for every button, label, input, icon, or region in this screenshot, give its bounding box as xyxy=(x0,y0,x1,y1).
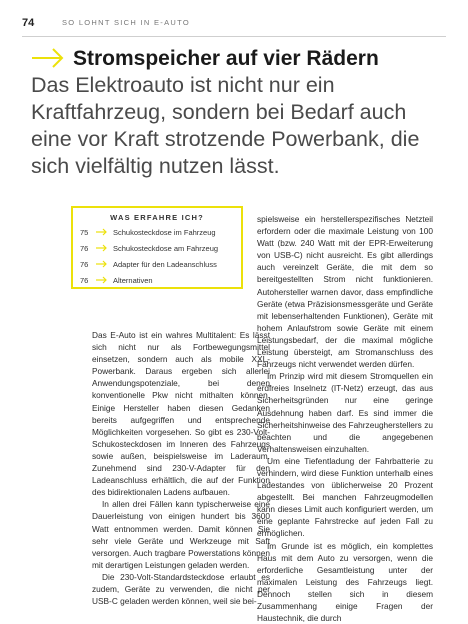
toc-page-number: 75 xyxy=(80,227,89,237)
arrow-right-icon xyxy=(96,276,108,284)
page-number: 74 xyxy=(22,17,35,29)
toc-label: Schukosteckdose am Fahrzeug xyxy=(113,243,219,253)
paragraph: Um eine Tiefentladung der Fahrbatterie zu verhindern, wird diese Funktion unterhalb eines Ladestandes von üblicherweise 20 Prozent abgestellt. Bei manchen Fahrzeugmodellen kann dieses Limit auch konfiguriert werden, um eine geplante Fahrstrecke auf jeden Fall zu ermöglichen. xyxy=(257,455,433,539)
toc-page-number: 76 xyxy=(80,243,89,253)
toc-page-number: 76 xyxy=(80,275,89,285)
toc-item xyxy=(80,272,240,288)
body-column-right xyxy=(257,213,433,624)
arrow-right-icon xyxy=(31,48,65,68)
toc-list xyxy=(80,224,240,288)
body-column-left xyxy=(92,329,270,607)
toc-item xyxy=(80,224,240,240)
toc-item xyxy=(80,256,240,272)
toc-page-number: 76 xyxy=(80,259,89,269)
info-box-title: WAS ERFAHRE ICH? xyxy=(110,213,204,222)
paragraph: In allen drei Fällen kann typischerweise eine Dauerleistung von einigen hundert bis 3600 Watt entnommen werden. Damit können Sie sehr viele Geräte und Werkzeuge mit Saft versorgen. Auch tragbare Powerstations können mit derartigen Leistungen geladen werden. xyxy=(92,499,270,570)
toc-item xyxy=(80,240,240,256)
toc-label: Alternativen xyxy=(113,275,153,285)
paragraph: Im Grunde ist es möglich, ein komplettes Haus mit dem Auto zu versorgen, wenn die erforderliche Gesamtleistung unter der maximalen Leistung des Fahrzeugs liegt. Dennoch stellen sich in diesem Zusammenhang einige Fragen der Haustechnik, die durch xyxy=(257,540,433,624)
paragraph: Im Prinzip wird mit diesem Stromquellen ein erdfreies Inselnetz (IT-Netz) erzeugt, das aus Sicherheitsgründen nur eine geringe Ausdehnung haben darf. Es sind immer die Sicherheitshinweise des Fahrzeugherstellers zu beachten und die angegebenen Verhaltensweisen einzuhalten. xyxy=(257,371,433,454)
paragraph: Die 230-Volt-Standardsteckdose erlaubt es zudem, Geräte zu verwenden, die nicht per USB-C geladen werden können, weil sie bei- xyxy=(92,571,270,607)
running-head: SO LOHNT SICH IN E-AUTO xyxy=(62,18,190,27)
article-lead: Das Elektroauto ist nicht nur ein Kraftfahrzeug, sondern bei Bedarf auch eine vor Kraft strotzende Powerbank, die sich vielfältig nutzen lässt. xyxy=(31,73,420,178)
arrow-right-icon xyxy=(96,228,108,236)
header-divider xyxy=(22,36,446,37)
toc-label: Adapter für den Ladeanschluss xyxy=(113,259,217,269)
article-title: Stromspeicher auf vier Rädern xyxy=(73,47,379,70)
toc-label: Schukosteckdose im Fahrzeug xyxy=(113,227,216,237)
paragraph: Das E-Auto ist ein wahres Multitalent: Es lässt sich nicht nur als Fortbewegungsmittel einsetzen, sondern auch als mobile XXL-Powerbank. Daraus ergeben sich allerlei Anwendungspotenziale, bei denen konventionelle Pkw nicht mithalten können. Einige Hersteller haben diesen Gedanken bereits aufgegriffen und entsprechende Möglichkeiten vorgesehen. So gibt es 230-Volt-Schukosteckdosen im Inneren des Fahrzeugs sowie außen, beispielsweise im Laderaum. Zunehmend sind 230-V-Adapter für den Ladeanschluss erhältlich, die auf der Funktion des bidirektionalen Ladens aufbauen. xyxy=(92,330,270,498)
paragraph: spielsweise ein herstellerspezifisches Netzteil erfordern oder die maximale Leistung von 100 Watt (bzw. 240 Watt mit der EPR-Erweiterung von USB-C) nicht ausreicht. Es gibt allerdings auch vereinzelt Geräte, die mit dem so bereitgestellten Strom nicht funktionieren. Autohersteller warnen davor, dass empfindliche Geräte (etwa Präzisionsmessgeräte und Geräte mit lebenserhaltenden Funktionen), Geräte mit hohem Anlaufstrom sowie Geräte mit einem Leistungsbedarf, der die maximal mögliche Leistung übersteigt, am Stromanschluss des Fahrzeugs nicht verwendet werden dürfen. xyxy=(257,214,433,370)
arrow-right-icon xyxy=(96,244,108,252)
arrow-right-icon xyxy=(96,260,108,268)
